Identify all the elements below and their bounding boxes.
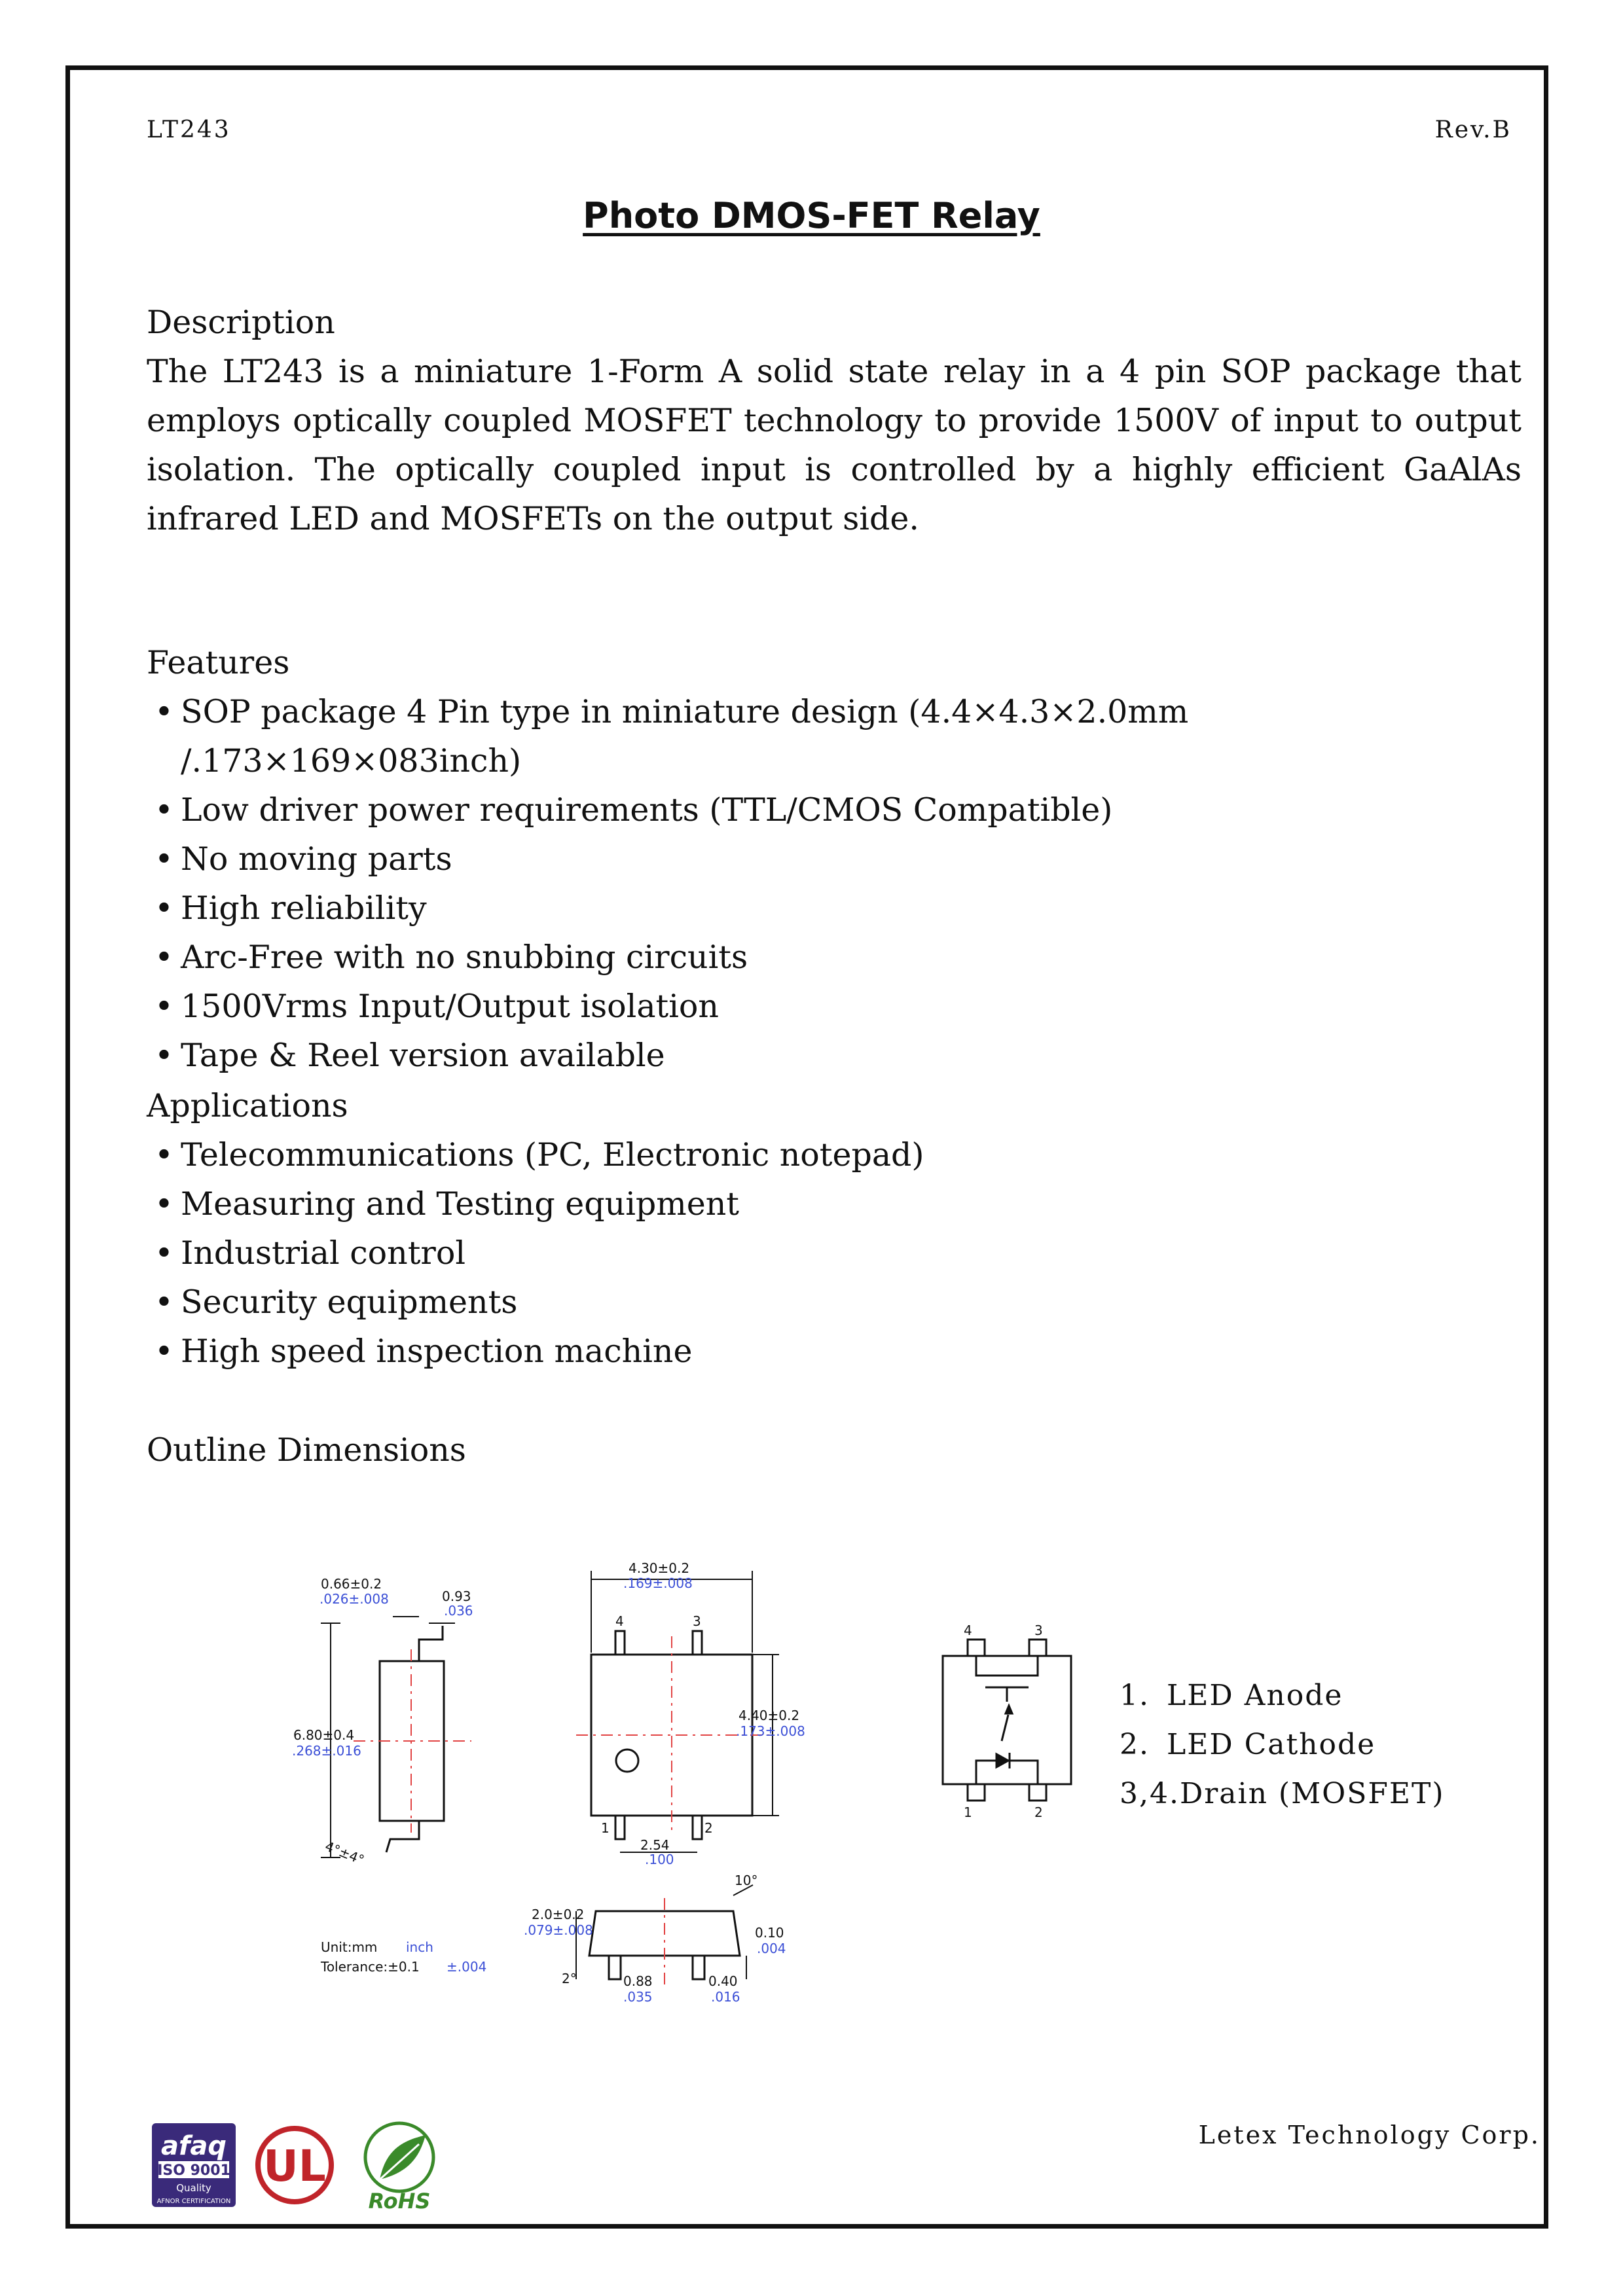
schematic-pin-label: 4: [964, 1623, 972, 1638]
top-pin-label: 4: [615, 1613, 624, 1629]
application-item: • Security equipments: [147, 1278, 1522, 1327]
tolerance-label: Tolerance:±0.1: [321, 1959, 420, 1975]
pin-legend: [1120, 1671, 1445, 1818]
pin-label: Drain (MOSFET): [1179, 1777, 1445, 1810]
side-lead-offset-in: .036: [444, 1603, 473, 1619]
application-item: • Telecommunications (PC, Electronic notepad): [147, 1130, 1522, 1179]
side-angle: 4°±4°: [323, 1838, 367, 1868]
company-name: Letex Technology Corp.: [1198, 2121, 1541, 2149]
svg-text:afaq: afaq: [160, 2131, 227, 2161]
features-heading: Features: [147, 644, 290, 681]
application-item: • Industrial control: [147, 1229, 1522, 1278]
schematic-pin-label: 3: [1034, 1623, 1043, 1638]
pin-number: 3,4.: [1120, 1777, 1180, 1810]
feature-item: • 1500Vrms Input/Output isolation: [147, 982, 1522, 1031]
pin-number: 2.: [1120, 1728, 1150, 1761]
top-width-mm: 4.30±0.2: [629, 1560, 690, 1576]
front-lead-in: .035: [623, 1989, 653, 2005]
svg-text:UL: UL: [263, 2141, 326, 2191]
top-height-in: .173±.008: [736, 1723, 805, 1739]
unit-inch: inch: [406, 1939, 433, 1955]
front-height-in: .079±.008: [524, 1922, 593, 1938]
description-heading: Description: [147, 304, 335, 341]
front-lead-mm: 0.88: [623, 1973, 653, 1989]
page-title: Photo DMOS-FET Relay: [583, 195, 1040, 236]
applications-heading: Applications: [147, 1087, 348, 1124]
feature-item: • Arc-Free with no snubbing circuits: [147, 933, 1522, 982]
outline-heading: Outline Dimensions: [147, 1431, 466, 1469]
tolerance-inch: ±.004: [447, 1959, 487, 1975]
side-lead-offset-mm: 0.93: [442, 1588, 471, 1604]
top-pitch-mm: 2.54: [640, 1837, 670, 1853]
front-height-mm: 2.0±0.2: [532, 1907, 585, 1922]
pin-legend-row: [1120, 1720, 1445, 1769]
pin-number: 1.: [1120, 1679, 1150, 1712]
svg-text:Quality: Quality: [176, 2182, 211, 2194]
front-standoff-mm: 0.10: [755, 1925, 784, 1941]
top-height-mm: 4.40±0.2: [739, 1708, 800, 1723]
top-width-in: .169±.008: [623, 1575, 693, 1591]
ul-logo: [258, 2128, 331, 2202]
side-lead-width-mm: 0.66±0.2: [321, 1576, 382, 1592]
unit-label: Unit:mm: [321, 1939, 378, 1955]
application-item: • Measuring and Testing equipment: [147, 1179, 1522, 1229]
pin-label: LED Anode: [1167, 1679, 1343, 1712]
svg-text:AFNOR CERTIFICATION: AFNOR CERTIFICATION: [156, 2198, 231, 2205]
front-angle-top: 10°: [735, 1873, 758, 1888]
feature-item: • Low driver power requirements (TTL/CMOS Compatible): [147, 785, 1522, 834]
feature-item: • No moving parts: [147, 834, 1522, 884]
front-standoff-in: .004: [757, 1941, 786, 1956]
feature-item: • High reliability: [147, 884, 1522, 933]
schematic-pin-label: 2: [1034, 1804, 1043, 1820]
side-span-mm: 6.80±0.4: [293, 1727, 355, 1743]
svg-text:RoHS: RoHS: [368, 2189, 431, 2212]
application-item: • High speed inspection machine: [147, 1327, 1522, 1376]
side-lead-width-in: .026±.008: [319, 1591, 389, 1607]
pin-label: LED Cathode: [1167, 1728, 1376, 1761]
svg-text:ISO 9001: ISO 9001: [157, 2162, 230, 2179]
side-span-in: .268±.016: [292, 1743, 361, 1759]
revision-label: Rev.B: [1434, 117, 1512, 143]
front-lead-width-in: .016: [711, 1989, 740, 2005]
feature-item: • SOP package 4 Pin type in miniature design (4.4×4.3×2.0mm /.173×169×083inch): [147, 687, 1522, 785]
schematic-pin-label: 1: [964, 1804, 972, 1820]
front-lead-width-mm: 0.40: [708, 1973, 738, 1989]
rohs-logo: [365, 2123, 433, 2212]
afaq-iso9001-logo: [152, 2123, 236, 2207]
top-pitch-in: .100: [645, 1852, 674, 1867]
description-text: The LT243 is a miniature 1-Form A solid state relay in a 4 pin SOP package that employs optically coupled MOSFET technology to provide 1500V of input to output isolation. The optically coupled input is controlled by a highly efficient GaAlAs infrared LED and MOSFETs on the output side.: [147, 353, 1522, 537]
relay-schematic: [943, 1640, 1071, 1801]
certification-logos: [151, 2121, 452, 2212]
pin-legend-row: [1120, 1671, 1445, 1720]
pin-legend-row: [1120, 1769, 1445, 1818]
feature-item: • Tape & Reel version available: [147, 1031, 1522, 1080]
front-angle-bottom: 2°: [562, 1971, 577, 1986]
top-pin-label: 1: [601, 1820, 610, 1836]
top-pin-label: 3: [693, 1613, 701, 1629]
document-id: LT243: [147, 117, 231, 143]
top-pin-label: 2: [704, 1820, 713, 1836]
